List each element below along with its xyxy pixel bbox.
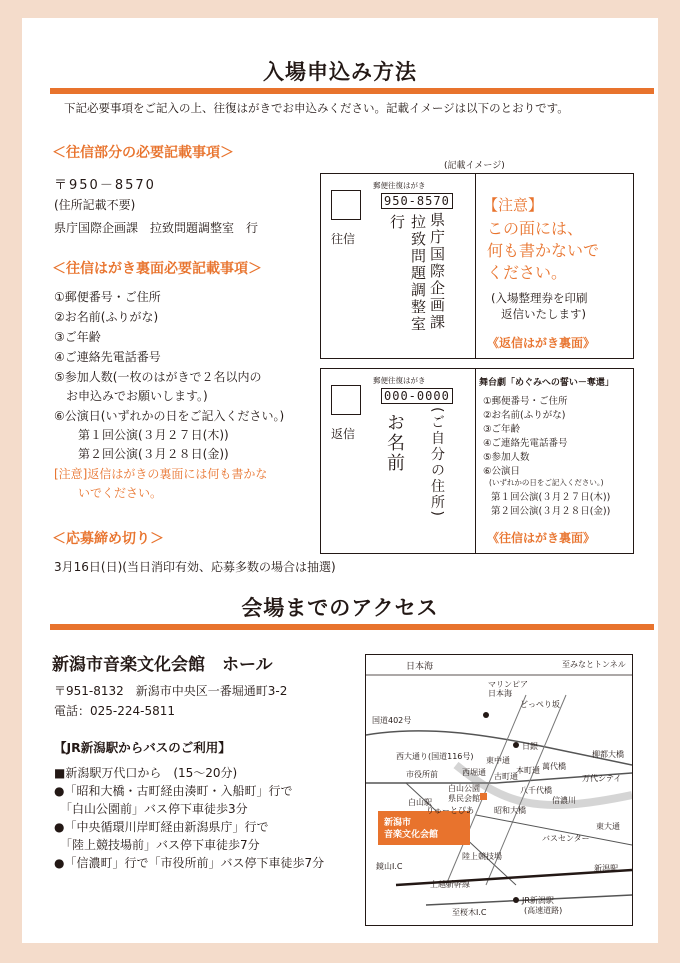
venue-address: 〒951-8132 新潟市中央区一番堀通町3-2 [54,684,288,698]
section2-title: 会場までのアクセス [241,596,439,620]
side-label: 返信 [331,427,356,441]
bus-line: ●「昭和大橋・古町経由湊町・入船町」行で [54,784,293,798]
map-label: 日銀 [522,742,538,751]
right-item: ③ご年齢 [483,424,521,435]
card2-footer: 《往信はがき裏面》 [487,531,596,545]
section2-underline [50,624,654,630]
bus-line: ●「信濃町」行で「市役所前」バス停下車徒歩7分 [54,856,325,870]
note-body: ください。 [487,263,568,282]
map-label: りゅーとぴあ [426,806,474,815]
zip-boxes: 950-8570 [381,193,453,209]
venue-tel: 電話：025-224-5811 [54,704,176,718]
right-item: ⑤参加人数 [483,452,530,463]
card-divider [475,174,476,358]
card1-recipient: 拉致問題調整室 行 [388,214,427,350]
send-line-1: (住所記載不要) [54,198,136,212]
flyer-page [22,18,658,943]
postal-label: 郵便往復はがき [373,181,426,190]
bus-line: ■新潟駅万代口から (15〜20分) [54,766,238,780]
card-divider [475,369,476,553]
map-label: 日本海 [488,689,512,698]
note-title: 【注意】 [483,196,544,214]
map-label: 至桜木I.C [452,908,487,917]
stamp-box [331,190,361,220]
map-label: 日本海 [406,662,434,672]
note-body: 何も書かないで [487,241,600,260]
map-label: 新潟駅 [594,864,618,873]
bus-line: 「陸上競技場前」バス停下車徒歩7分 [54,838,260,852]
map-label: 信濃川 [552,796,576,805]
right-item: 第１回公演(３月２７日(木)) [491,492,611,503]
back-item: ⑥公演日(いずれかの日をご記入ください。) [54,409,285,423]
map-label: 東大通 [596,822,620,831]
card2-name: お名前 [384,413,405,473]
map-label: 八千代橋 [520,786,552,795]
card1-footer: 《返信はがき裏面》 [487,336,596,350]
map-label: マリンピア [488,680,528,689]
map-label: どっぺり坂 [520,700,560,709]
deadline-heading: ＜応募締め切り＞ [52,531,164,547]
right-item: 第２回公演(３月２８日(金)) [491,506,611,517]
image-caption: (記載イメージ) [444,161,505,171]
note-sub: 返信いたします) [501,307,586,321]
note-line: [注意]返信はがきの裏面には何も書かな [54,467,268,481]
stamp-box [331,385,361,415]
right-item: (いずれかの日をご記入ください。) [489,478,604,487]
section1-underline [50,88,654,94]
map-label: 昭和大橋 [494,806,526,815]
back-item: 第１回公演(３月２７日(木)) [54,428,229,442]
right-item: ⑥公演日 [483,466,521,477]
map-label: 白山駅 [408,798,432,807]
note-sub: (入場整理券を印刷 [491,291,588,305]
back-item: お申込みでお願いします。) [54,389,208,403]
send-line-0: 〒950－8570 [54,178,156,193]
map-label: 鏡山I.C [376,862,403,871]
map-label: 萬代橋 [542,762,566,771]
send-line-2: 県庁国際企画課 拉致問題調整室 行 [54,221,259,235]
right-item: ①郵便番号・ご住所 [483,396,568,407]
map-label: バスセンター [542,834,590,843]
right-title: 舞台劇「めぐみへの誓い－奪還」 [479,378,614,388]
back-item: ②お名前(ふりがな) [54,310,159,324]
map-label: (高速道路) [524,906,563,915]
postal-label: 郵便往復はがき [373,376,426,385]
section1-title: 入場申込み方法 [263,60,417,84]
back-item: 第２回公演(３月２８日(金)) [54,447,229,461]
send-heading: ＜往信部分の必要記載事項＞ [52,145,234,161]
map-label: 陸上競技場 [462,852,502,861]
section1-intro: 下記必要事項をご記入の上、往復はがきでお申込みください。記載イメージは以下のとおりです。 [64,101,569,115]
back-item: ⑤参加人数(一枚のはがきで２名以内の [54,370,262,384]
map-label: 西堀通 [462,768,486,777]
map-label: 白山公園 [448,784,480,793]
note-line: いでください。 [54,486,163,500]
card1-address: 県庁国際企画課 [428,212,446,331]
back-item: ③ご年齢 [54,330,101,344]
card2-address: (ご自分の住所) [429,407,445,518]
deadline-text: 3月16日(日)(当日消印有効、応募多数の場合は抽選) [54,560,336,574]
right-item: ④ご連絡先電話番号 [483,438,568,449]
right-item: ②お名前(ふりがな) [483,410,566,421]
map-label: 本町通 [516,766,540,775]
access-map [365,654,633,926]
return-card-back [320,173,634,359]
map-label: 東中通 [486,756,510,765]
map-label: 柳都大橋 [592,750,624,759]
map-label: 古町通 [494,772,518,781]
send-card-back [320,368,634,554]
back-heading: ＜往信はがき裏面必要記載事項＞ [52,261,262,277]
map-label: 西大通り(国道116号) [396,752,474,761]
map-label: 県民会館 [448,794,480,803]
map-label: 上越新幹線 [430,880,470,889]
map-venue: 音楽文化会館 [384,830,439,840]
bus-heading: 【JR新潟駅からバスのご利用】 [54,740,231,755]
bus-line: 「白山公園前」バス停下車徒歩3分 [54,802,248,816]
venue-name: 新潟市音楽文化会館 ホール [52,655,273,675]
zip-boxes: 000-0000 [381,388,453,404]
back-item: ④ご連絡先電話番号 [54,350,161,364]
map-label: 至みなとトンネル [562,660,626,669]
bus-line: ●「中央循環川岸町経由新潟県庁」行で [54,820,269,834]
map-label: JR新潟駅 [522,896,554,905]
note-body: この面には、 [487,219,584,238]
side-label: 往信 [331,232,356,246]
map-venue: 新潟市 [384,818,412,828]
back-item: ①郵便番号・ご住所 [54,290,161,304]
map-label: 万代シテイ [582,774,622,783]
map-label: 市役所前 [406,770,438,779]
map-label: 国道402号 [372,716,412,725]
